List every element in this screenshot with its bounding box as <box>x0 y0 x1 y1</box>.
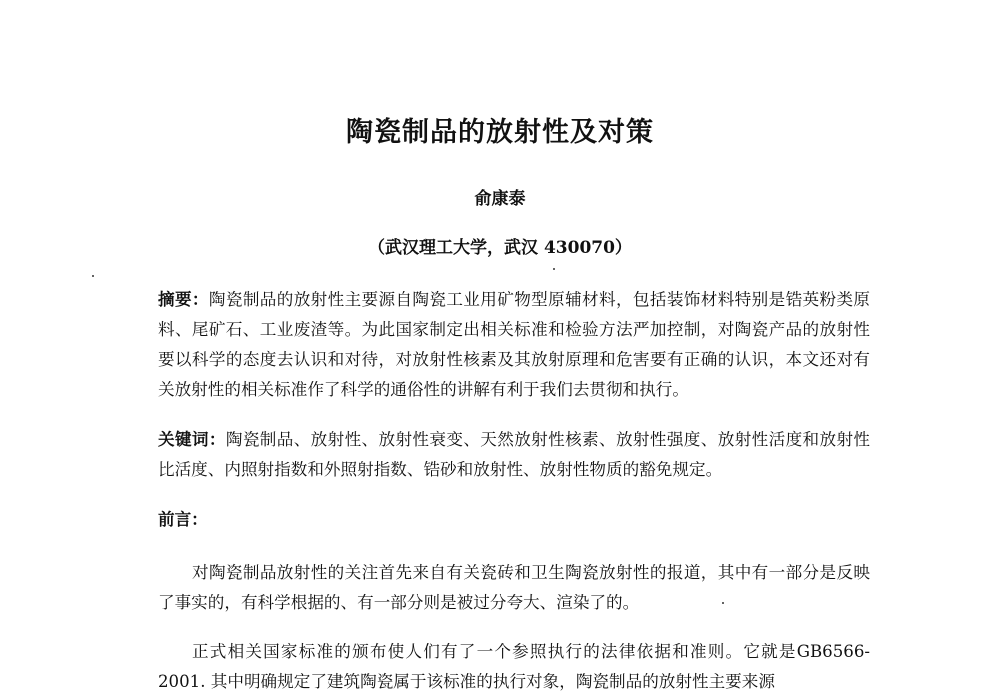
keywords-label: 关键词： <box>158 429 226 449</box>
keywords-text: 陶瓷制品、放射性、放射性衰变、天然放射性核素、放射性强度、放射性活度和放射性比活度、内照射指数和外照射指数、锆砂和放射性、放射性物质的豁免规定。 <box>158 430 871 479</box>
intro-paragraph-2: 正式相关国家标准的颁布使人们有了一个参照执行的法律依据和准则。它就是GB6566-2001. 其中明确规定了建筑陶瓷属于该标准的执行对象，陶瓷制品的放射性主要来源 <box>158 642 870 691</box>
scan-speck <box>722 602 724 604</box>
paper-title: 陶瓷制品的放射性及对策 <box>346 117 654 148</box>
scan-speck <box>92 275 94 277</box>
intro-paragraph-1: 对陶瓷制品放射性的关注首先来自有关瓷砖和卫生陶瓷放射性的报道，其中有一部分是反映了事实的，有科学根据的、有一部分则是被过分夸大、渲染了的。 <box>158 563 870 612</box>
abstract-text: 陶瓷制品的放射性主要源自陶瓷工业用矿物型原辅材料，包括装饰材料特别是锆英粉类原料、尾矿石、工业废渣等。为此国家制定出相关标准和检验方法严加控制，对陶瓷产品的放射性要以科学的态度去认识和对待，对放射性核素及其放射原理和危害要有正确的认识，本文还对有关放射性的相关标准作了科学的通俗性的讲解有利于我们去贯彻和执行。 <box>158 290 871 399</box>
abstract-label: 摘要： <box>158 289 209 309</box>
intro-heading: 前言： <box>158 509 208 529</box>
keywords <box>158 424 870 485</box>
author-name: 俞康泰 <box>474 189 526 209</box>
abstract <box>158 284 870 405</box>
scan-speck <box>553 268 555 270</box>
author-affiliation: （武汉理工大学，武汉 430070） <box>368 238 632 258</box>
